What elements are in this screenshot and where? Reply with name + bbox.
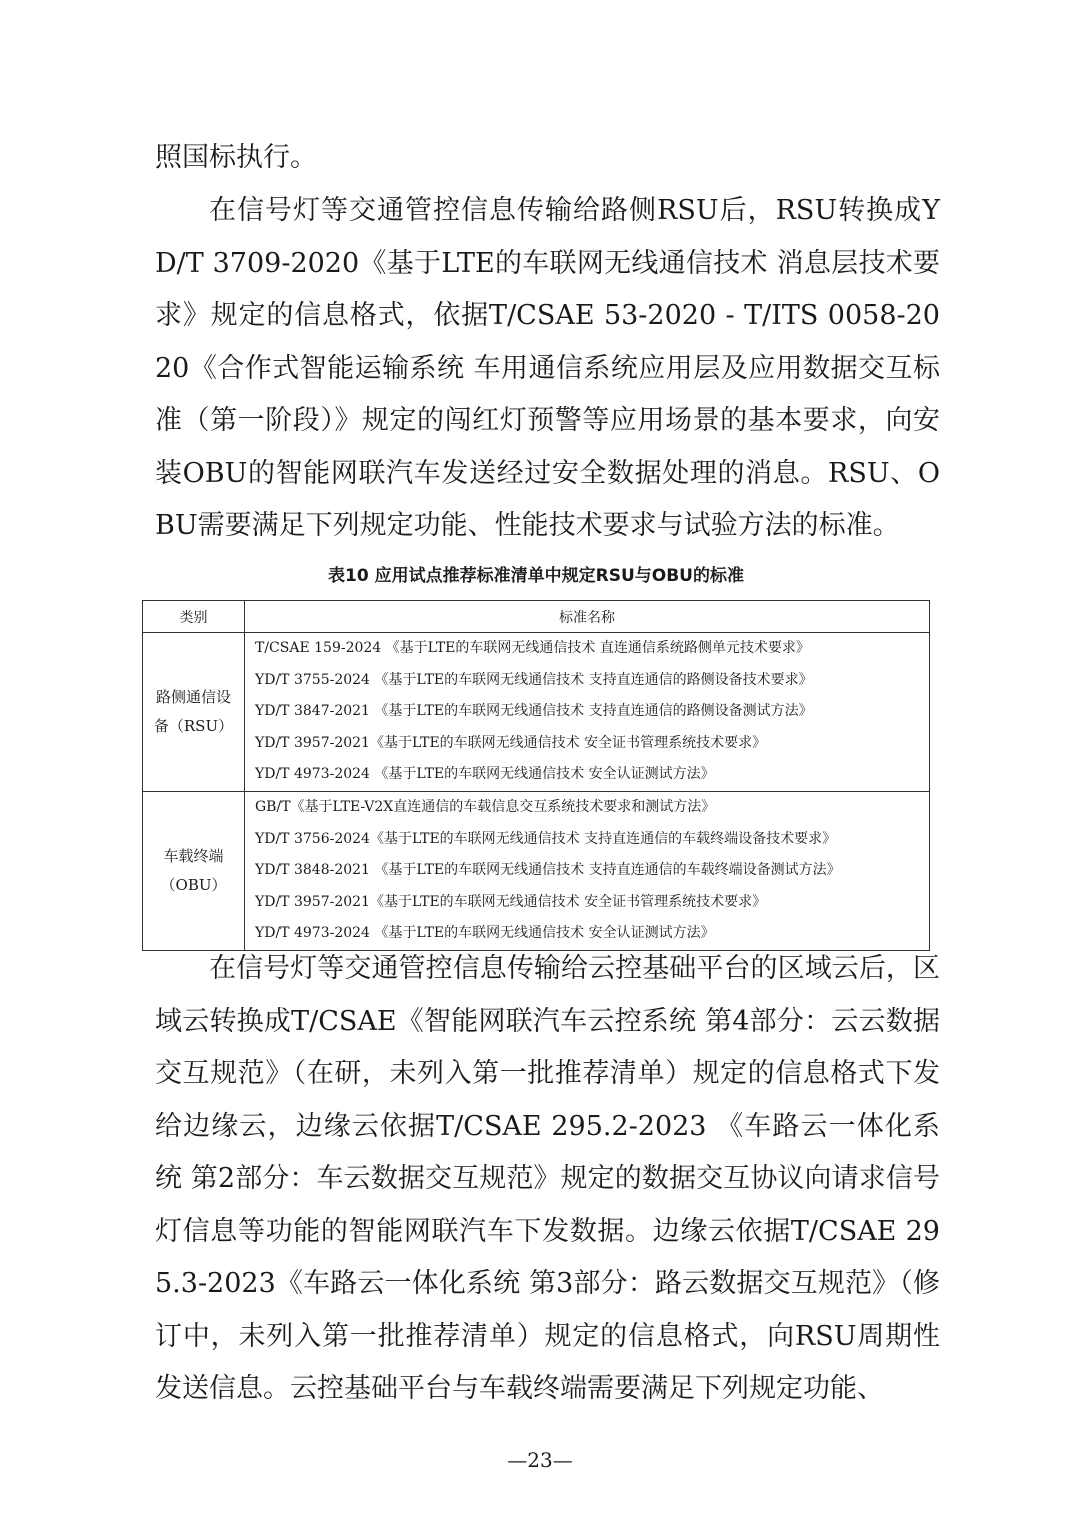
standard-item: YD/T 3847-2021 《基于LTE的车联网无线通信技术 支持直连通信的路侧设备测试方法》	[255, 703, 813, 720]
paragraph-cloud-message-format: 在信号灯等交通管控信息传输给云控基础平台的区域云后，区域云转换成T/CSAE《智能网联汽车云控系统 第4部分：云云数据交互规范》（在研，未列入第一批推荐清单）规定的信息格式下发给边缘云，边缘云依据T/CSAE 295.2-2023 《车路云一体化系统 第2部分：车云数据交互规范》规定的数据交互协议向请求信号灯信息等功能的智能网联汽车下发数据。边缘云依据T/CSAE 295.3-2023《车路云一体化系统 第3部分：路云数据交互规范》（修订中，未列入第一批推荐清单）规定的信息格式，向RSU周期性发送信息。云控基础平台与车载终端需要满足下列规定功能、	[155, 953, 940, 1404]
standard-item: YD/T 4973-2024 《基于LTE的车联网无线通信技术 安全认证测试方法》	[255, 766, 715, 783]
standard-item: YD/T 3957-2021《基于LTE的车联网无线通信技术 安全证书管理系统技术要求》	[255, 893, 767, 910]
table-row-obu	[143, 791, 930, 950]
paragraph-rsu-message-format: 在信号灯等交通管控信息传输给路侧RSU后，RSU转换成YD/T 3709-2020《基于LTE的车联网无线通信技术 消息层技术要求》规定的信息格式，依据T/CSAE 53-2020 - T/ITS 0058-2020《合作式智能运输系统 车用通信系统应用层及应用数据交互标准（第一阶段）》规定的闯红灯预警等应用场景的基本要求，向安装OBU的智能网联汽车发送经过安全数据处理的消息。RSU、OBU需要满足下列规定功能、性能技术要求与试验方法的标准。	[155, 195, 941, 541]
standard-item: T/CSAE 159-2024 《基于LTE的车联网无线通信技术 直连通信系统路侧单元技术要求》	[255, 640, 810, 656]
category-rsu-line1: 路侧通信设	[155, 687, 231, 706]
standards-obu	[245, 791, 930, 950]
standards-table	[142, 600, 930, 951]
table-caption: 表10 应用试点推荐标准清单中规定RSU与OBU的标准	[328, 566, 744, 586]
standard-item: YD/T 3848-2021 《基于LTE的车联网无线通信技术 支持直连通信的车载终端设备测试方法》	[255, 862, 841, 879]
standard-item: GB/T《基于LTE-V2X直连通信的车载信息交互系统技术要求和测试方法》	[255, 798, 716, 815]
category-rsu-line2: 备（RSU）	[153, 716, 234, 735]
standard-item: YD/T 3756-2024《基于LTE的车联网无线通信技术 支持直连通信的车载终端设备技术要求》	[255, 830, 837, 847]
category-obu	[143, 791, 245, 950]
table-header-row	[143, 601, 930, 633]
page-number: —23—	[507, 1448, 573, 1472]
paragraph-continuation: 照国标执行。	[155, 142, 317, 173]
standard-item: YD/T 3957-2021《基于LTE的车联网无线通信技术 安全证书管理系统技术要求》	[255, 734, 767, 751]
standards-rsu	[245, 633, 930, 792]
standard-item: YD/T 3755-2024 《基于LTE的车联网无线通信技术 支持直连通信的路侧设备技术要求》	[255, 671, 813, 688]
header-standard-name: 标准名称	[245, 601, 930, 633]
header-category: 类别	[143, 601, 245, 633]
category-rsu	[143, 633, 245, 792]
category-obu-line2: （OBU）	[160, 875, 227, 894]
category-obu-line1: 车载终端	[163, 846, 224, 865]
standard-item: YD/T 4973-2024 《基于LTE的车联网无线通信技术 安全认证测试方法》	[255, 925, 715, 942]
table-row-rsu	[143, 633, 930, 792]
